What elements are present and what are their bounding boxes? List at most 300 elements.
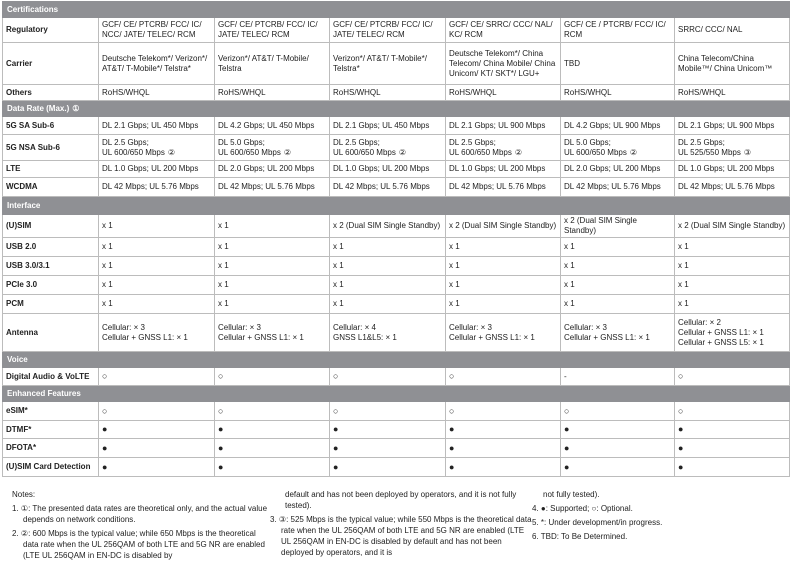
table-cell	[215, 135, 330, 161]
cell-value: DL 42 Mbps; UL 5.76 Mbps	[218, 182, 315, 191]
cell-line: Cellular: × 3	[564, 322, 607, 332]
row-label: eSIM*	[3, 402, 99, 421]
row-label: 5G SA Sub-6	[3, 117, 99, 135]
table-cell	[99, 215, 215, 238]
table-cell	[330, 135, 446, 161]
row-label: (U)SIM	[3, 215, 99, 238]
cell-value: ●	[333, 461, 339, 472]
cell-value: x 1	[678, 261, 689, 270]
table-cell	[330, 368, 446, 386]
section-title: Enhanced Features	[7, 388, 81, 398]
table-cell	[99, 85, 215, 101]
cell-line: DL 2.5 Gbps;	[333, 137, 380, 147]
table-cell	[561, 295, 675, 314]
table-cell	[99, 314, 215, 352]
footnote-mark: ①	[72, 103, 80, 113]
table-row-regulatory	[3, 18, 790, 43]
cell-value: Deutsche Telekom*/ Verizon*/ AT&T/ T-Mobile*/ Telstra*	[102, 53, 208, 73]
cell-value: x 1	[102, 221, 113, 230]
cell-value: ●	[333, 442, 339, 453]
section-header-certifications	[3, 2, 790, 18]
cell-value: DL 1.0 Gbps; UL 200 Mbps	[333, 164, 430, 173]
table-cell	[561, 135, 675, 161]
cell-value: GCF/ CE / PTCRB/ FCC/ IC/ RCM	[564, 20, 666, 39]
cell-line: Cellular: × 3	[449, 322, 492, 332]
note-2: 2. ②: 600 Mbps is the typical value; while 650 Mbps is the theoretical data rate when the UL 256QAM of both LTE and 5G NR are enabled (LTE UL 256QAM in EN-DC is disabled by	[12, 529, 265, 560]
cell-text: UL 600/650 Mbps	[449, 147, 512, 157]
cell-value: Verizon*/ AT&T/ T-Mobile*/ Telstra*	[333, 53, 427, 73]
table-cell	[446, 458, 561, 477]
note-6: 6. TBD: To Be Determined.	[532, 532, 628, 541]
row-label: Others	[3, 85, 99, 101]
section-title: Voice	[7, 354, 28, 364]
table-cell	[330, 238, 446, 257]
table-cell	[446, 402, 561, 421]
table-cell	[215, 178, 330, 197]
table-row-pcie	[3, 276, 790, 295]
cell-text: UL 600/650 Mbps	[564, 147, 627, 157]
note-3: 3. ③: 525 Mbps is the typical value; while 550 Mbps is the theoretical data rate when the UL 256QAM of both LTE and 5G NR are enabled (LTE UL 256QAM in EN-DC is disabled by default and has not been deployed by operators, and it is	[270, 515, 532, 557]
table-cell	[446, 161, 561, 178]
footnote-mark: ②	[167, 147, 176, 157]
cell-value: x 1	[564, 261, 575, 270]
table-cell	[330, 295, 446, 314]
table-cell	[215, 314, 330, 352]
table-cell	[330, 421, 446, 439]
table-cell	[215, 295, 330, 314]
row-label: PCM	[3, 295, 99, 314]
cell-value: x 1	[449, 242, 460, 251]
cell-value: -	[564, 371, 567, 381]
table-row-usb2	[3, 238, 790, 257]
row-label: Antenna	[3, 314, 99, 352]
cell-value: ●	[449, 442, 455, 453]
table-cell	[330, 458, 446, 477]
spec-table	[2, 1, 790, 477]
table-cell	[446, 238, 561, 257]
cell-value: RoHS/WHQL	[449, 87, 497, 97]
table-cell	[561, 178, 675, 197]
cell-value: Verizon*/ AT&T/ T-Mobile/ Telstra	[218, 53, 309, 73]
table-row-usb3	[3, 257, 790, 276]
row-label: WCDMA	[3, 178, 99, 197]
note-2-continued: default and has not been deployed by operators, and it is not fully tested).	[285, 490, 517, 510]
table-cell	[675, 402, 790, 421]
table-cell	[561, 439, 675, 458]
table-cell	[561, 368, 675, 386]
cell-value: ○	[449, 405, 455, 416]
cell-value: x 1	[678, 299, 689, 308]
table-row-esim	[3, 402, 790, 421]
row-label: Digital Audio & VoLTE	[3, 368, 99, 386]
cell-value: x 1	[449, 280, 460, 289]
cell-value: ○	[218, 405, 224, 416]
section-title: Certifications	[7, 4, 59, 14]
cell-value: x 1	[218, 280, 229, 289]
table-cell	[446, 18, 561, 43]
footnote-mark: ②	[629, 147, 638, 157]
cell-value: x 1	[218, 261, 229, 270]
cell-line: Cellular + GNSS L5: × 1	[678, 337, 764, 347]
cell-value: x 2 (Dual SIM Single Standby)	[449, 221, 557, 230]
cell-value: ●	[102, 424, 108, 434]
table-cell	[330, 43, 446, 85]
cell-value: DL 42 Mbps; UL 5.76 Mbps	[449, 182, 546, 191]
cell-value: x 2 (Dual SIM Single Standby)	[333, 221, 441, 230]
row-label: 5G NSA Sub-6	[3, 135, 99, 161]
cell-value: GCF/ CE/ PTCRB/ FCC/ IC/ NCC/ JATE/ TELEC/ RCM	[102, 20, 202, 39]
cell-line: DL 5.0 Gbps;	[218, 137, 265, 147]
footnote-mark: ②	[398, 147, 407, 157]
cell-value: ○	[333, 371, 339, 381]
cell-value: ●	[102, 442, 108, 453]
cell-line: Cellular: × 3	[218, 322, 261, 332]
table-cell	[99, 276, 215, 295]
table-cell	[561, 276, 675, 295]
table-cell	[99, 178, 215, 197]
table-cell	[561, 215, 675, 238]
table-cell	[675, 421, 790, 439]
table-cell	[330, 117, 446, 135]
cell-value: DL 2.1 Gbps; UL 450 Mbps	[102, 120, 199, 130]
cell-value: DL 4.2 Gbps; UL 900 Mbps	[564, 120, 661, 130]
table-cell	[446, 314, 561, 352]
table-cell	[675, 215, 790, 238]
table-row-wcdma	[3, 178, 790, 197]
table-cell	[446, 135, 561, 161]
table-cell	[330, 439, 446, 458]
table-row-nsa	[3, 135, 790, 161]
cell-value: ○	[102, 371, 108, 381]
cell-line-with-mark	[564, 148, 671, 158]
table-cell	[446, 85, 561, 101]
table-cell	[446, 43, 561, 85]
table-row-pcm	[3, 295, 790, 314]
table-cell	[215, 215, 330, 238]
cell-value: Deutsche Telekom*/ China Telecom/ China Mobile/ China Unicom/ KT/ SKT*/ LGU+	[449, 48, 556, 78]
section-title: Data Rate (Max.)	[7, 103, 70, 113]
cell-value: ●	[678, 424, 684, 434]
cell-value: RoHS/WHQL	[102, 87, 150, 97]
table-cell	[99, 43, 215, 85]
table-cell	[446, 439, 561, 458]
cell-value: x 2 (Dual SIM Single Standby)	[564, 216, 637, 235]
table-cell	[675, 368, 790, 386]
cell-value: ○	[678, 371, 684, 381]
table-cell	[330, 257, 446, 276]
table-cell	[99, 117, 215, 135]
table-row-simdet	[3, 458, 790, 477]
notes-column-2	[270, 489, 532, 558]
cell-value: x 1	[333, 280, 344, 289]
cell-line: Cellular: × 4	[333, 322, 376, 332]
row-label: Carrier	[3, 43, 99, 85]
footnote-mark: ②	[514, 147, 523, 157]
table-cell	[215, 421, 330, 439]
cell-value: x 1	[102, 280, 113, 289]
table-cell	[446, 295, 561, 314]
table-cell	[675, 18, 790, 43]
cell-line-with-mark	[218, 148, 326, 158]
cell-value: DL 1.0 Gbps; UL 200 Mbps	[678, 164, 775, 173]
table-cell	[99, 458, 215, 477]
table-cell	[215, 368, 330, 386]
cell-text: UL 600/650 Mbps	[102, 147, 165, 157]
cell-value: DL 2.1 Gbps; UL 900 Mbps	[678, 120, 775, 130]
section-cell	[3, 197, 790, 215]
table-row-sa	[3, 117, 790, 135]
table-cell	[330, 402, 446, 421]
notes-column-1	[12, 489, 270, 561]
table-cell	[330, 178, 446, 197]
cell-value: DL 42 Mbps; UL 5.76 Mbps	[333, 182, 430, 191]
cell-value: ○	[678, 405, 684, 416]
row-label: Regulatory	[3, 18, 99, 43]
table-row-lte	[3, 161, 790, 178]
table-cell	[215, 402, 330, 421]
table-cell	[675, 178, 790, 197]
table-cell	[99, 439, 215, 458]
cell-value: RoHS/WHQL	[678, 87, 726, 97]
table-cell	[215, 257, 330, 276]
cell-value: GCF/ CE/ PTCRB/ FCC/ IC/ JATE/ TELEC/ RCM	[333, 20, 433, 39]
table-cell	[99, 257, 215, 276]
table-cell	[446, 257, 561, 276]
cell-value: GCF/ CE/ PTCRB/ FCC/ IC/ JATE/ TELEC/ RCM	[218, 20, 318, 39]
cell-value: DL 1.0 Gbps; UL 200 Mbps	[102, 164, 199, 173]
notes-column-3	[532, 489, 782, 542]
table-cell	[215, 161, 330, 178]
table-cell	[446, 178, 561, 197]
cell-line: DL 2.5 Gbps;	[449, 137, 496, 147]
cell-value: x 1	[218, 242, 229, 251]
cell-line: GNSS L1&L5: × 1	[333, 332, 397, 342]
note-1: 1. ①: The presented data rates are theoretical only, and the actual value depends on network conditions.	[12, 504, 268, 524]
cell-line: Cellular + GNSS L1: × 1	[218, 332, 304, 342]
cell-value: ○	[333, 405, 339, 416]
cell-value: x 1	[218, 299, 229, 308]
table-cell	[561, 402, 675, 421]
cell-value: ●	[218, 442, 224, 453]
table-cell	[675, 135, 790, 161]
table-cell	[675, 276, 790, 295]
section-title: Interface	[7, 200, 41, 210]
row-label: USB 2.0	[3, 238, 99, 257]
cell-value: DL 42 Mbps; UL 5.76 Mbps	[678, 182, 775, 191]
table-cell	[561, 314, 675, 352]
cell-value: ●	[102, 461, 108, 472]
section-header-data-rate	[3, 101, 790, 117]
table-cell	[330, 215, 446, 238]
row-label: LTE	[3, 161, 99, 178]
cell-value: DL 2.1 Gbps; UL 450 Mbps	[333, 120, 430, 130]
table-cell	[99, 161, 215, 178]
cell-line: Cellular + GNSS L1: × 1	[449, 332, 535, 342]
table-cell	[561, 238, 675, 257]
cell-value: DL 2.0 Gbps; UL 200 Mbps	[218, 164, 315, 173]
cell-value: DL 42 Mbps; UL 5.76 Mbps	[102, 182, 199, 191]
cell-text: UL 600/650 Mbps	[218, 147, 281, 157]
cell-value: x 1	[333, 299, 344, 308]
table-cell	[446, 368, 561, 386]
table-cell	[446, 421, 561, 439]
table-cell	[561, 458, 675, 477]
table-cell	[561, 257, 675, 276]
cell-value: x 1	[333, 242, 344, 251]
table-row-dtmf	[3, 421, 790, 439]
table-cell	[561, 18, 675, 43]
cell-value: x 1	[678, 242, 689, 251]
note-3-continued: not fully tested).	[543, 490, 600, 499]
cell-value: ○	[218, 371, 224, 381]
cell-text: UL 600/650 Mbps	[333, 147, 396, 157]
cell-value: SRRC/ CCC/ NAL	[678, 25, 743, 34]
cell-value: ○	[102, 405, 108, 416]
table-cell	[675, 257, 790, 276]
table-cell	[446, 276, 561, 295]
cell-value: ○	[564, 405, 570, 416]
table-cell	[330, 85, 446, 101]
table-cell	[99, 295, 215, 314]
table-cell	[561, 421, 675, 439]
cell-value: x 2 (Dual SIM Single Standby)	[678, 221, 786, 230]
cell-value: ●	[564, 461, 570, 472]
table-cell	[675, 117, 790, 135]
table-cell	[561, 117, 675, 135]
section-cell	[3, 386, 790, 402]
section-cell	[3, 352, 790, 368]
note-4: 4. ●: Supported; ○: Optional.	[532, 504, 633, 513]
row-label: DTMF*	[3, 421, 99, 439]
section-header-interface	[3, 197, 790, 215]
cell-value: x 1	[333, 261, 344, 270]
cell-value: x 1	[564, 299, 575, 308]
table-cell	[675, 43, 790, 85]
cell-line: DL 2.5 Gbps;	[102, 137, 149, 147]
row-label: DFOTA*	[3, 439, 99, 458]
row-label: PCIe 3.0	[3, 276, 99, 295]
cell-value: RoHS/WHQL	[333, 87, 381, 97]
cell-line-with-mark	[449, 148, 557, 158]
table-cell	[99, 18, 215, 43]
table-row-usim	[3, 215, 790, 238]
table-cell	[675, 314, 790, 352]
cell-value: ●	[564, 424, 570, 434]
table-cell	[446, 215, 561, 238]
table-cell	[675, 439, 790, 458]
cell-value: ●	[678, 442, 684, 453]
cell-value: ●	[218, 424, 224, 434]
table-cell	[561, 85, 675, 101]
table-cell	[99, 421, 215, 439]
cell-line: Cellular: × 3	[102, 322, 145, 332]
cell-value: GCF/ CE/ SRRC/ CCC/ NAL/ KC/ RCM	[449, 20, 553, 39]
note-5: 5. *: Under development/in progress.	[532, 518, 663, 527]
row-label: USB 3.0/3.1	[3, 257, 99, 276]
cell-value: x 1	[102, 299, 113, 308]
cell-value: RoHS/WHQL	[218, 87, 266, 97]
section-header-enhanced	[3, 386, 790, 402]
cell-line-with-mark	[102, 148, 211, 158]
cell-value: ○	[449, 371, 455, 381]
cell-value: x 1	[678, 280, 689, 289]
table-row-carrier	[3, 43, 790, 85]
cell-value: China Telecom/China Mobile™/ China Unicom™	[678, 53, 773, 73]
cell-value: ●	[449, 424, 455, 434]
cell-value: ●	[333, 424, 339, 434]
table-row-antenna	[3, 314, 790, 352]
table-cell	[675, 295, 790, 314]
table-cell	[330, 314, 446, 352]
cell-value: x 1	[449, 299, 460, 308]
footnote-mark: ③	[743, 147, 752, 157]
cell-line: DL 5.0 Gbps;	[564, 137, 611, 147]
cell-value: RoHS/WHQL	[564, 87, 612, 97]
cell-text: UL 525/550 Mbps	[678, 147, 741, 157]
cell-value: x 1	[102, 242, 113, 251]
cell-value: TBD	[564, 58, 580, 68]
cell-line-with-mark	[678, 148, 786, 158]
cell-value: x 1	[449, 261, 460, 270]
cell-value: ●	[449, 461, 455, 472]
table-cell	[330, 161, 446, 178]
cell-value: ●	[564, 442, 570, 453]
cell-line: Cellular + GNSS L1: × 1	[564, 332, 650, 342]
table-cell	[675, 161, 790, 178]
cell-line: Cellular + GNSS L1: × 1	[678, 327, 764, 337]
footnote-mark: ②	[283, 147, 292, 157]
table-cell	[561, 161, 675, 178]
table-cell	[99, 135, 215, 161]
table-row-others	[3, 85, 790, 101]
table-cell	[215, 85, 330, 101]
table-cell	[215, 238, 330, 257]
section-cell	[3, 2, 790, 18]
section-cell	[3, 101, 790, 117]
cell-value: x 1	[218, 221, 229, 230]
cell-value: x 1	[102, 261, 113, 270]
cell-value: DL 4.2 Gbps; UL 450 Mbps	[218, 120, 315, 130]
notes-title: Notes:	[12, 490, 36, 499]
cell-line: Cellular: × 2	[678, 317, 721, 327]
cell-line: DL 2.5 Gbps;	[678, 137, 725, 147]
table-row-voice	[3, 368, 790, 386]
table-cell	[215, 18, 330, 43]
table-cell	[215, 117, 330, 135]
table-row-dfota	[3, 439, 790, 458]
table-cell	[330, 18, 446, 43]
table-cell	[215, 43, 330, 85]
table-cell	[675, 238, 790, 257]
cell-value: ●	[678, 461, 684, 472]
table-cell	[446, 117, 561, 135]
section-header-voice	[3, 352, 790, 368]
table-cell	[99, 238, 215, 257]
cell-value: x 1	[564, 242, 575, 251]
table-cell	[215, 458, 330, 477]
cell-value: DL 42 Mbps; UL 5.76 Mbps	[564, 182, 661, 191]
table-cell	[99, 402, 215, 421]
cell-value: DL 2.0 Gbps; UL 200 Mbps	[564, 164, 661, 173]
table-cell	[330, 276, 446, 295]
cell-line-with-mark	[333, 148, 442, 158]
table-cell	[561, 43, 675, 85]
row-label: (U)SIM Card Detection	[3, 458, 99, 477]
cell-line: Cellular + GNSS L1: × 1	[102, 332, 188, 342]
table-cell	[99, 368, 215, 386]
cell-value: x 1	[564, 280, 575, 289]
cell-value: ●	[218, 461, 224, 472]
